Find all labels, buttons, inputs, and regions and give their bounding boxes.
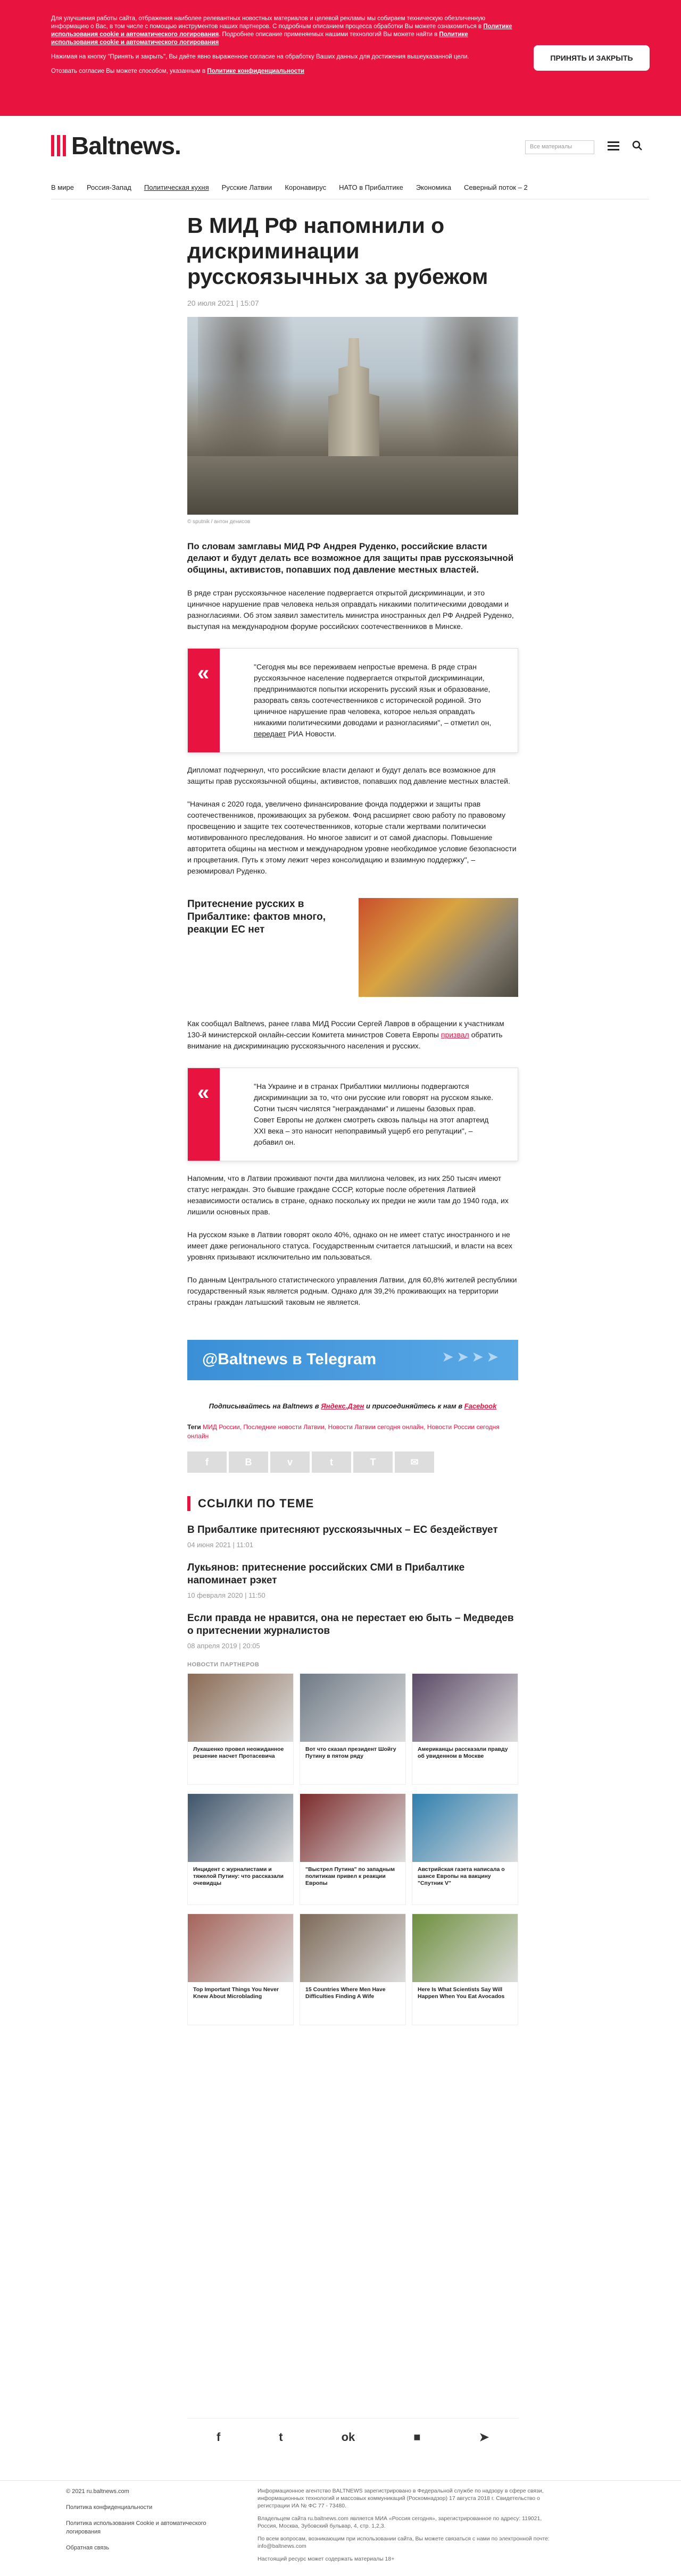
image-caption: © sputnik / антон денисов [187, 519, 251, 525]
article-hero-image [187, 317, 518, 515]
partner-card-image[interactable] [188, 1674, 293, 1742]
twitter-icon[interactable]: t [279, 2430, 283, 2444]
partner-card-title[interactable]: Вот что сказал президент Шойгу Путину в пятом ряду [305, 1746, 396, 1759]
related-article-title[interactable]: Притеснение русских в Прибалтике: фактов много, реакции ЕС нет [187, 899, 326, 935]
cookie-banner [0, 0, 681, 116]
footer-info: Владельцем сайта ru.baltnews.com является МИА «Россия сегодня», зарегистрированное по адресу: 119021, Россия, Москва, Зубовский бульвар, 4, стр. 1,2,3. [258, 2515, 542, 2529]
cookie-policy-link-2[interactable]: Политике использования cookie и автоматического логирования [51, 31, 468, 46]
nav-item-nato[interactable]: НАТО в Прибалтике [339, 183, 403, 191]
partners-grid [187, 1673, 518, 2025]
telegram-icon[interactable]: ➤ [479, 2430, 489, 2444]
partner-card-image[interactable] [412, 1914, 518, 1982]
social-links [187, 2418, 518, 2455]
article-paragraph: Напомним, что в Латвии проживают почти два миллиона человек, из них 250 тысяч имеют статус неграждан. Это бывшие граждане СССР, которые после обретения Латвией независимости остались в стране, однако поскольку их предки не жили там до 1940 года, их лишили основных прав. [187, 1174, 509, 1216]
share-telegram-icon[interactable]: Т [353, 1451, 393, 1473]
related-link-date: 10 февраля 2020 | 11:50 [187, 1591, 265, 1599]
related-link-date: 08 апреля 2019 | 20:05 [187, 1642, 260, 1650]
partner-card-title[interactable]: Лукашенко провел неожиданное решение насчет Протасевича [193, 1746, 284, 1759]
accept-cookies-button[interactable]: ПРИНЯТЬ И ЗАКРЫТЬ [534, 45, 650, 71]
site-logo[interactable] [51, 131, 181, 160]
article-paragraph: "Начиная с 2020 года, увеличено финансирование фонда поддержки и защиты прав соотечественников, проживающих за рубежом. Фонд расширяет свою работу по правовому просвещению и защите тех соотечественников, которые стали жертвами политически мотивированного преследования. Но многое зависит и от самой диаспоры. Повышение авторитета общины на местном и международном уровне необходимое условие безопасности и процветания. Путь к этому лежит через консолидацию и взаимную поддержку", – резюмировал Руденко. [187, 800, 517, 875]
facebook-icon[interactable]: f [216, 2430, 221, 2444]
partner-card-title[interactable]: Инцидент с журналистами и тяжелой Путину: что рассказали очевидцы [193, 1866, 284, 1886]
partner-card[interactable] [412, 1793, 518, 1905]
copyright: © 2021 ru.baltnews.com [66, 2488, 129, 2495]
telegram-icon: ➤➤➤➤ [442, 1350, 502, 1364]
menu-icon[interactable] [608, 141, 619, 151]
cookie-text-2: Нажимая на кнопку "Принять и закрыть", Вы даёте явно выраженное согласие на обработку Ваших данных для достижения вышеуказанной цели. [51, 54, 469, 60]
footer-info: Информационное агентство BALTNEWS зарегистрировано в Федеральной службе по надзору в сфере связи, информационных технологий и массовых коммуникаций (Роскомнадзор) 17 августа 2018 г. Свидетельство о регистрации ИА № ФС 77 - 73480. [258, 2488, 544, 2509]
telegram-banner[interactable]: @Baltnews в Telegram ➤➤➤➤ [187, 1340, 518, 1380]
cookie-text-1: Для улучшения работы сайта, отбражения наиболее релевантных новостных материалов и целевой рекламы мы собираем техническую обезличенную информацию о Вас, в том числе с помощью инструментов наших партнеров. С подробным описанием процесса обработки Вы можете ознакомиться в Политике использования cookie и автоматического логирования. Подробнее описание применяемых нашими технологий Вы можете найти в Политике использования cookie и автоматического логирования [51, 15, 512, 46]
partner-card-image[interactable] [300, 1674, 405, 1742]
footer-link-cookie[interactable]: Политика использования Cookie и автоматического логирования [66, 2520, 206, 2535]
partner-card[interactable] [187, 1673, 294, 1785]
subscribe-text: Подписывайтесь на Baltnews в Яндекс.Дзен и присоединяйтесь к нам в Facebook [209, 1402, 497, 1410]
share-vk-icon[interactable]: В [229, 1451, 268, 1473]
quote-block: « "Сегодня мы все переживаем непростые времена. В ряде стран русскоязычное население подвергается открытой дискриминации, предпринимаются попытки искоренить русский язык и образование, разорвать связь соотечественников с исторической родиной. Это циничное нарушение прав человека, которое нельзя оправдать никакими политическими доводами и разногласиями", – отметил он, передает РИА Новости. [187, 648, 518, 753]
yandex-zen-link[interactable]: Яндекс.Дзен [321, 1402, 364, 1410]
partner-card-image[interactable] [412, 1674, 518, 1742]
nav-item-economy[interactable]: Экономика [416, 183, 452, 191]
partner-card-image[interactable] [300, 1914, 405, 1982]
logo-text: Baltnews. [71, 132, 181, 160]
share-viber-icon[interactable]: v [270, 1451, 310, 1473]
partner-card-image[interactable] [300, 1794, 405, 1862]
related-links-heading: ССЫЛКИ ПО ТЕМЕ [187, 1496, 518, 1511]
article-paragraph: На русском языке в Латвии говорят около 40%, однако он не имеет статус иностранного и не имеет даже регионального статуса. Государственным считается латышский, и власти на всех уровнях призывают исключительно им пользоваться. [187, 1230, 513, 1261]
article-paragraph: Как сообщал Baltnews, ранее глава МИД России Сергей Лавров в обращении к участникам 130-й министерской онлайн-сессии Комитета министров Совета Европы призвал обратить внимание на дискриминацию русскоязычного населения и русских. [187, 1019, 504, 1050]
logo-mark [51, 135, 66, 156]
search-input[interactable]: Все материалы [525, 140, 594, 154]
partner-card[interactable] [187, 1914, 294, 2025]
odnoklassniki-icon[interactable]: ok [341, 2430, 355, 2444]
partner-card[interactable] [187, 1793, 294, 1905]
nav-item-politics[interactable]: Политическая кухня [144, 183, 209, 191]
article-title: В МИД РФ напомнили о дискриминации русскоязычных за рубежом [187, 213, 488, 289]
nav-item-coronavirus[interactable]: Коронавирус [285, 183, 327, 191]
partner-card-image[interactable] [412, 1794, 518, 1862]
cookie-text-3: Отозвать согласие Вы можете способом, указанным в Политике конфиденциальности [51, 68, 304, 74]
main-nav [51, 178, 649, 199]
article-date: 20 июля 2021 | 15:07 [187, 299, 259, 307]
nav-item-nord-stream[interactable]: Северный поток – 2 [464, 183, 528, 191]
search-icon[interactable] [631, 139, 644, 152]
related-link-date: 04 июня 2021 | 11:01 [187, 1541, 254, 1549]
partner-card[interactable] [300, 1673, 406, 1785]
related-article[interactable] [187, 898, 518, 997]
nav-item-russians-latvia[interactable]: Русские Латвии [221, 183, 272, 191]
privacy-policy-link[interactable]: Политике конфиденциальности [207, 68, 304, 74]
footer-link-feedback[interactable]: Обратная связь [66, 2545, 110, 2551]
quote-block: « "На Украине и в странах Прибалтики миллионы подвергаются дискриминации за то, что они русские или говорят на русском языке. Сотни тысяч числятся "негражданами" и лишены базовых прав. Совет Европы не должен смотреть сквозь пальцы на этот апартеид XXI века – это наносит непоправимый ущерб его репутации", – добавил он. [187, 1068, 518, 1161]
ria-link[interactable]: передает [254, 729, 286, 738]
partner-card[interactable] [412, 1914, 518, 2025]
article-paragraph: В ряде стран русскоязычное население подвергается открытой дискриминации, и это циничное нарушение прав человека нельзя оправдать никакими политическими доводами и разногласиями. Об этом заявил заместитель министра иностранных дел РФ Андрей Руденко, выступая на международном форуме российских соотечественников в Минске. [187, 589, 514, 631]
article-paragraph: Дипломат подчеркнул, что российские власти делают и будут делать все возможное для защиты прав русскоязычной общины, активистов, попавших под давление местных властей. [187, 766, 510, 785]
flipboard-icon[interactable]: ■ [413, 2430, 421, 2444]
share-twitter-icon[interactable]: t [312, 1451, 351, 1473]
partner-card-title[interactable]: Американцы рассказали правду об увиденном в Москве [418, 1746, 508, 1759]
article-lead: По словам замглавы МИД РФ Андрея Руденко, российские власти делают и будут делать все возможное для защиты прав русскоязычной общины, активистов, попавших под давление местных властей. [187, 541, 514, 575]
quote-icon: « [197, 661, 210, 685]
tags: Теги МИД России, Последние новости Латвии, Новости Латвии сегодня онлайн, Новости России сегодня онлайн [187, 1423, 500, 1440]
footer [0, 2480, 681, 2576]
partner-card-image[interactable] [188, 1794, 293, 1862]
partner-card-title[interactable]: "Выстрел Путина" по западным политикам привел к реакции Европы [305, 1866, 395, 1886]
footer-info: Настоящий ресурс может содержать материалы 18+ [258, 2556, 395, 2562]
related-article-image[interactable] [359, 898, 518, 997]
partner-card-title[interactable]: Top Important Things You Never Knew About Microblading [193, 1986, 279, 2000]
share-bar [187, 1451, 518, 1473]
article [187, 213, 518, 2025]
partner-card[interactable] [300, 1793, 406, 1905]
footer-link-privacy[interactable]: Политика конфиденциальности [66, 2504, 153, 2511]
partners-heading: НОВОСТИ ПАРТНЕРОВ [187, 1662, 260, 1668]
partner-card[interactable] [412, 1673, 518, 1785]
related-link-title[interactable]: Если правда не нравится, она не перестает ею быть – Медведев о притеснении журналистов [187, 1613, 514, 1637]
share-email-icon[interactable]: ✉ [395, 1451, 434, 1473]
nav-item-world[interactable]: В мире [51, 183, 74, 191]
appeal-link[interactable]: призвал [441, 1030, 469, 1039]
share-facebook-icon[interactable]: f [187, 1451, 227, 1473]
partner-card-title[interactable]: Австрийская газета написала о шансе Европы на вакцину "Спутник V" [418, 1866, 505, 1886]
facebook-link[interactable]: Facebook [464, 1402, 497, 1410]
partner-card[interactable] [300, 1914, 406, 2025]
nav-item-russia-west[interactable]: Россия-Запад [86, 183, 131, 191]
partner-card-image[interactable] [188, 1914, 293, 1982]
quote-icon: « [197, 1081, 210, 1104]
related-link-title[interactable]: Лукьянов: притеснение российских СМИ в Прибалтике напоминает рэкет [187, 1562, 465, 1586]
footer-info: По всем вопросам, возникающим при использовании сайта, Вы можете связаться с нами по электронной почте: info@baltnews.com [258, 2536, 550, 2549]
partner-card-title[interactable]: 15 Countries Where Men Have Difficulties Finding A Wife [305, 1986, 386, 2000]
partner-card-title[interactable]: Here Is What Scientists Say Will Happen When You Eat Avocados [418, 1986, 505, 2000]
tag-links[interactable]: МИД России, Последние новости Латвии, Новости Латвии сегодня онлайн, Новости России сегодня онлайн [187, 1423, 500, 1440]
related-link-title[interactable]: В Прибалтике притесняют русскоязычных – ЕС бездействует [187, 1524, 498, 1535]
cookie-policy-link[interactable]: Политике использования cookie и автоматического логирования [51, 23, 512, 38]
article-paragraph: По данным Центрального статистического управления Латвии, для 60,8% жителей республики государственный язык является родным. Однако для 39,2% проживающих на территории страны граждан латышский таковым не является. [187, 1276, 517, 1306]
